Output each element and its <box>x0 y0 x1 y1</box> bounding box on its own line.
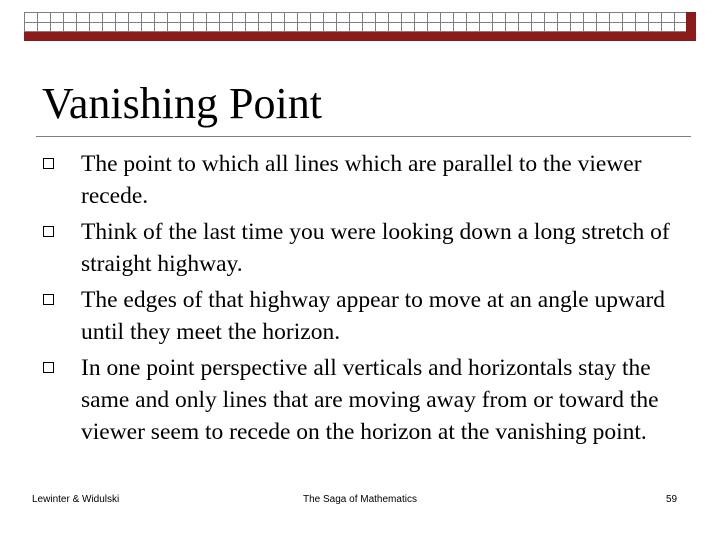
grid-pattern <box>24 10 696 42</box>
bullet-text: Think of the last time you were looking down a long stretch of straight highway. <box>81 219 670 277</box>
accent-bar <box>24 32 696 41</box>
hollow-square-bullet-icon <box>43 362 54 373</box>
grid-lines <box>24 12 686 32</box>
footer-book-title: The Saga of Mathematics <box>303 494 417 505</box>
slide-title: Vanishing Point <box>42 79 322 128</box>
bullet-list <box>42 148 682 452</box>
footer-authors: Lewinter & Widulski <box>32 494 120 505</box>
hollow-square-bullet-icon <box>43 158 54 169</box>
bullet-item <box>42 216 682 280</box>
bullet-item <box>42 284 682 348</box>
bullet-text: The point to which all lines which are parallel to the viewer recede. <box>81 151 642 209</box>
bullet-text: In one point perspective all verticals and horizontals stay the same and only lines that are moving away from or toward the viewer seem to recede on the horizon at the vanishing point. <box>81 355 659 445</box>
bullet-item <box>42 148 682 212</box>
footer-page-number: 59 <box>666 494 678 505</box>
hollow-square-bullet-icon <box>43 294 54 305</box>
bullet-item <box>42 352 682 448</box>
top-decorative-band <box>24 10 696 42</box>
hollow-square-bullet-icon <box>43 226 54 237</box>
title-divider <box>36 136 691 137</box>
bullet-text: The edges of that highway appear to move at an angle upward until they meet the horizon. <box>81 287 666 345</box>
accent-block <box>686 12 696 32</box>
